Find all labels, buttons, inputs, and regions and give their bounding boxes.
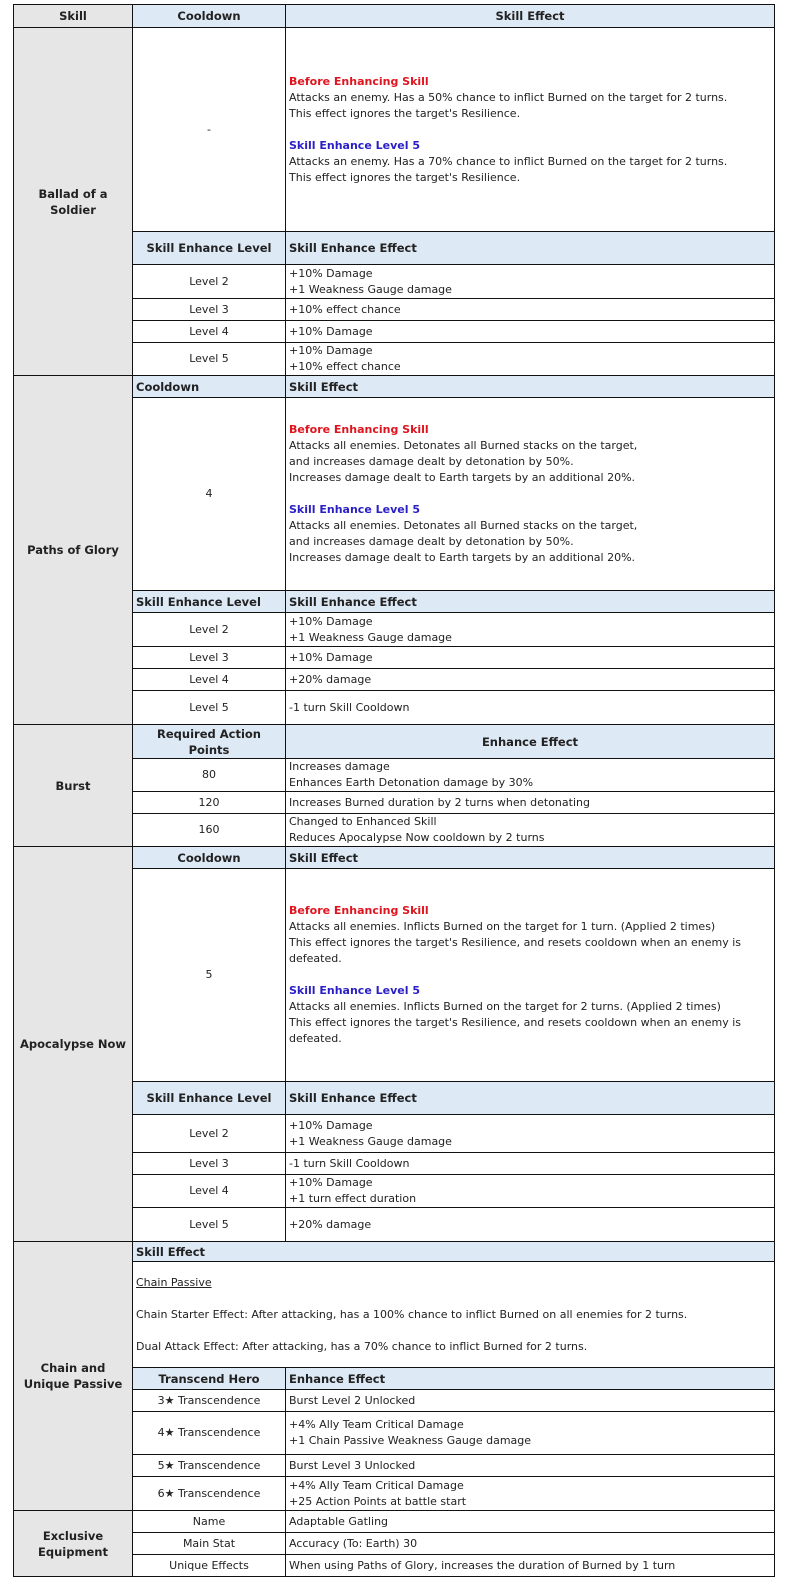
burst-effect: Changed to Enhanced Skill Reduces Apocalypse Now cooldown by 2 turns xyxy=(286,814,775,847)
level-effect: +10% Damage +1 Weakness Gauge damage xyxy=(286,1115,775,1153)
table-row xyxy=(14,847,775,869)
skill-table xyxy=(13,4,775,1577)
dual-attack-effect: Dual Attack Effect: After attacking, has a 70% chance to inflict Burned for 2 turns. xyxy=(136,1339,588,1353)
effect-line: This effect ignores the target's Resilience, and resets cooldown when an enemy is defeated. xyxy=(289,936,742,965)
header-cooldown: Cooldown xyxy=(133,376,286,398)
header-enhance-effect: Skill Enhance Effect xyxy=(286,591,775,613)
level-effect: +10% Damage +1 Weakness Gauge damage xyxy=(286,613,775,647)
skill-name-burst: Burst xyxy=(14,725,133,847)
skill-effect-cell xyxy=(286,28,775,232)
effect-line: This effect ignores the target's Resilience, and resets cooldown when an enemy is defeated. xyxy=(289,1016,742,1045)
effect-line: Increases damage dealt to Earth targets by an additional 20%. xyxy=(289,551,636,564)
level-effect: +20% damage xyxy=(286,1208,775,1242)
equipment-key: Main Stat xyxy=(133,1533,286,1555)
skill-effect-cell xyxy=(286,869,775,1082)
level-label: Level 4 xyxy=(133,1175,286,1208)
header-transcend-hero: Transcend Hero xyxy=(133,1368,286,1390)
before-enhancing-label: Before Enhancing Skill xyxy=(289,74,429,88)
header-skill-effect: Skill Effect xyxy=(133,1242,775,1262)
action-points: 160 xyxy=(133,814,286,847)
star-icon: ★ xyxy=(164,1458,175,1472)
level-label: Level 2 xyxy=(133,265,286,299)
level-label: Level 4 xyxy=(133,669,286,691)
skill-effect-cell xyxy=(286,398,775,591)
effect-line: and increases damage dealt by detonation by 50%. xyxy=(289,535,574,548)
skill-name-paths-of-glory: Paths of Glory xyxy=(14,376,133,725)
level-effect: +10% Damage +10% effect chance xyxy=(286,343,775,376)
effect-line: and increases damage dealt by detonation by 50%. xyxy=(289,455,574,468)
level-label: Level 4 xyxy=(133,321,286,343)
equipment-key: Name xyxy=(133,1511,286,1533)
level-label: Level 3 xyxy=(133,299,286,321)
header-cooldown: Cooldown xyxy=(133,847,286,869)
equipment-value: When using Paths of Glory, increases the duration of Burned by 1 turn xyxy=(286,1555,775,1577)
header-skill: Skill xyxy=(14,5,133,28)
header-skill-effect: Skill Effect xyxy=(286,376,775,398)
table-row xyxy=(14,376,775,398)
level-effect: +10% Damage +1 Weakness Gauge damage xyxy=(286,265,775,299)
action-points: 80 xyxy=(133,759,286,792)
action-points: 120 xyxy=(133,792,286,814)
transcend-effect: +4% Ally Team Critical Damage +1 Chain Passive Weakness Gauge damage xyxy=(286,1412,775,1455)
header-enhance-effect: Skill Enhance Effect xyxy=(286,1082,775,1115)
header-enhance-effect: Enhance Effect xyxy=(286,1368,775,1390)
header-effect: Skill Effect xyxy=(286,5,775,28)
effect-line: This effect ignores the target's Resilience. xyxy=(289,170,521,184)
equipment-value: Accuracy (To: Earth) 30 xyxy=(286,1533,775,1555)
table-row xyxy=(14,1511,775,1533)
cooldown-value: 4 xyxy=(133,398,286,591)
enhance-level-5-label: Skill Enhance Level 5 xyxy=(289,138,420,152)
header-enhance-level: Skill Enhance Level xyxy=(133,232,286,265)
equipment-key: Unique Effects xyxy=(133,1555,286,1577)
level-effect: -1 turn Skill Cooldown xyxy=(286,1153,775,1175)
cooldown-value: - xyxy=(133,28,286,232)
transcend-level: 4★ Transcendence xyxy=(133,1412,286,1455)
level-label: Level 5 xyxy=(133,1208,286,1242)
effect-line: Attacks an enemy. Has a 70% chance to inflict Burned on the target for 2 turns. xyxy=(289,154,728,168)
level-effect: +10% effect chance xyxy=(286,299,775,321)
skill-name-apocalypse-now: Apocalypse Now xyxy=(14,847,133,1242)
transcend-level: 5★ Transcendence xyxy=(133,1455,286,1477)
star-icon: ★ xyxy=(164,1426,175,1439)
header-required-ap: Required Action Points xyxy=(133,725,286,759)
table-row xyxy=(14,725,775,759)
level-effect: +10% Damage xyxy=(286,647,775,669)
skill-name-chain-passive: Chain and Unique Passive xyxy=(14,1242,133,1511)
equipment-value: Adaptable Gatling xyxy=(286,1511,775,1533)
level-label: Level 5 xyxy=(133,343,286,376)
transcend-level: 3★ Transcendence xyxy=(133,1390,286,1412)
chain-passive-cell xyxy=(133,1262,775,1368)
burst-effect: Increases damage Enhances Earth Detonation damage by 30% xyxy=(286,759,775,792)
enhance-level-5-label: Skill Enhance Level 5 xyxy=(289,984,420,997)
effect-line: Attacks all enemies. Detonates all Burned stacks on the target, xyxy=(289,519,638,532)
enhance-level-5-label: Skill Enhance Level 5 xyxy=(289,503,420,516)
star-icon: ★ xyxy=(164,1486,175,1500)
before-enhancing-label: Before Enhancing Skill xyxy=(289,423,429,436)
level-effect: +20% damage xyxy=(286,669,775,691)
transcend-effect: Burst Level 3 Unlocked xyxy=(286,1455,775,1477)
level-label: Level 3 xyxy=(133,647,286,669)
effect-line: Increases damage dealt to Earth targets by an additional 20%. xyxy=(289,471,636,484)
table-row xyxy=(14,28,775,232)
header-enhance-level: Skill Enhance Level xyxy=(133,591,286,613)
level-label: Level 2 xyxy=(133,613,286,647)
level-label: Level 2 xyxy=(133,1115,286,1153)
header-enhance-effect: Skill Enhance Effect xyxy=(286,232,775,265)
level-effect: +10% Damage xyxy=(286,321,775,343)
header-skill-effect: Skill Effect xyxy=(286,847,775,869)
effect-line: Attacks an enemy. Has a 50% chance to inflict Burned on the target for 2 turns. xyxy=(289,90,728,104)
star-icon: ★ xyxy=(164,1393,175,1407)
skill-name-exclusive-equipment: Exclusive Equipment xyxy=(14,1511,133,1577)
effect-line: Attacks all enemies. Inflicts Burned on the target for 2 turns. (Applied 2 times) xyxy=(289,1000,721,1013)
transcend-effect: Burst Level 2 Unlocked xyxy=(286,1390,775,1412)
skill-name-ballad: Ballad of a Soldier xyxy=(14,28,133,376)
effect-line: Attacks all enemies. Inflicts Burned on the target for 1 turn. (Applied 2 times) xyxy=(289,920,716,933)
transcend-level: 6★ Transcendence xyxy=(133,1477,286,1511)
table-row xyxy=(14,1242,775,1262)
header-enhance-level: Skill Enhance Level xyxy=(133,1082,286,1115)
chain-passive-title: Chain Passive xyxy=(136,1275,212,1289)
transcend-effect: +4% Ally Team Critical Damage +25 Action Points at battle start xyxy=(286,1477,775,1511)
level-effect: -1 turn Skill Cooldown xyxy=(286,691,775,725)
header-enhance-effect: Enhance Effect xyxy=(286,725,775,759)
header-cooldown: Cooldown xyxy=(133,5,286,28)
effect-line: Attacks all enemies. Detonates all Burned stacks on the target, xyxy=(289,439,638,452)
level-label: Level 5 xyxy=(133,691,286,725)
before-enhancing-label: Before Enhancing Skill xyxy=(289,904,429,917)
chain-starter-effect: Chain Starter Effect: After attacking, has a 100% chance to inflict Burned on all enemies for 2 turns. xyxy=(136,1307,688,1321)
burst-effect: Increases Burned duration by 2 turns when detonating xyxy=(286,792,775,814)
cooldown-value: 5 xyxy=(133,869,286,1082)
level-effect: +10% Damage +1 turn effect duration xyxy=(286,1175,775,1208)
level-label: Level 3 xyxy=(133,1153,286,1175)
effect-line: This effect ignores the target's Resilience. xyxy=(289,106,521,120)
table-header-row xyxy=(14,5,775,28)
